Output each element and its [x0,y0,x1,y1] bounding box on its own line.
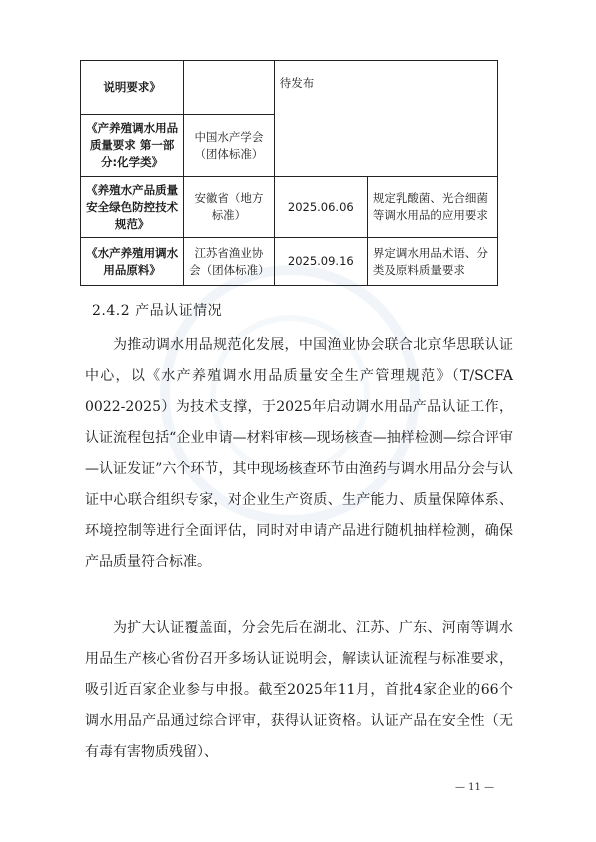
table-cell: 界定调水用品术语、分类及原料质量要求 [367,238,497,286]
table-cell: 中国水产学会（团体标准） [184,115,275,177]
table-cell: 江苏省渔业协会（团体标准） [184,238,275,286]
table-cell: 安徽省（地方标准） [184,177,275,238]
table-cell: 说明要求》 [81,61,184,115]
page-number: — 11 — [455,782,495,793]
table-cell: 《产养殖调水用品质量要求 第一部分:化学类》 [81,115,184,177]
table-cell [184,61,275,115]
table-row [81,61,498,115]
table-cell: 《养殖水产品质量安全绿色防控技术规范》 [81,177,184,238]
table-row [81,238,498,286]
section-heading: 2.4.2 产品认证情况 [92,303,223,319]
table-cell: 规定乳酸菌、光合细菌等调水用品的应用要求 [367,177,497,238]
table-row [81,177,498,238]
merged-status-cell: 待发布 [274,61,497,177]
table-cell: 2025.06.06 [274,177,367,238]
body-paragraph: 为扩大认证覆盖面，分会先后在湖北、江苏、广东、河南等调水用品生产核心省份召开多场认证说明会，解读认证流程与标准要求，吸引近百家企业参与申报。截至2025年11月，首批4家企业的66个调水用品产品通过综合评审，获得认证资格。认证产品在安全性（无有毒有害物质残留）、 [85,620,513,760]
table-cell: 《水产养殖用调水用品原料》 [81,238,184,286]
table-cell: 2025.09.16 [274,238,367,286]
body-paragraph: 为推动调水用品规范化发展，中国渔业协会联合北京华思联认证中心，以《水产养殖调水用品质量安全生产管理规范》（T/SCFA 0022-2025）为技术支撑，于2025年启动调水用品产品认证工作，认证流程包括“企业申请—材料审核—现场核查—抽样检测—综合评审—认证发证”六个环节，其中现场核查环节由渔药与调水用品分会与认证中心联合组织专家，对企业生产资质、生产能力、质量保障体系、环境控制等进行全面评估，同时对申请产品进行随机抽样检测，确保产品质量符合标准。 [85,337,513,570]
standards-table [80,60,498,286]
